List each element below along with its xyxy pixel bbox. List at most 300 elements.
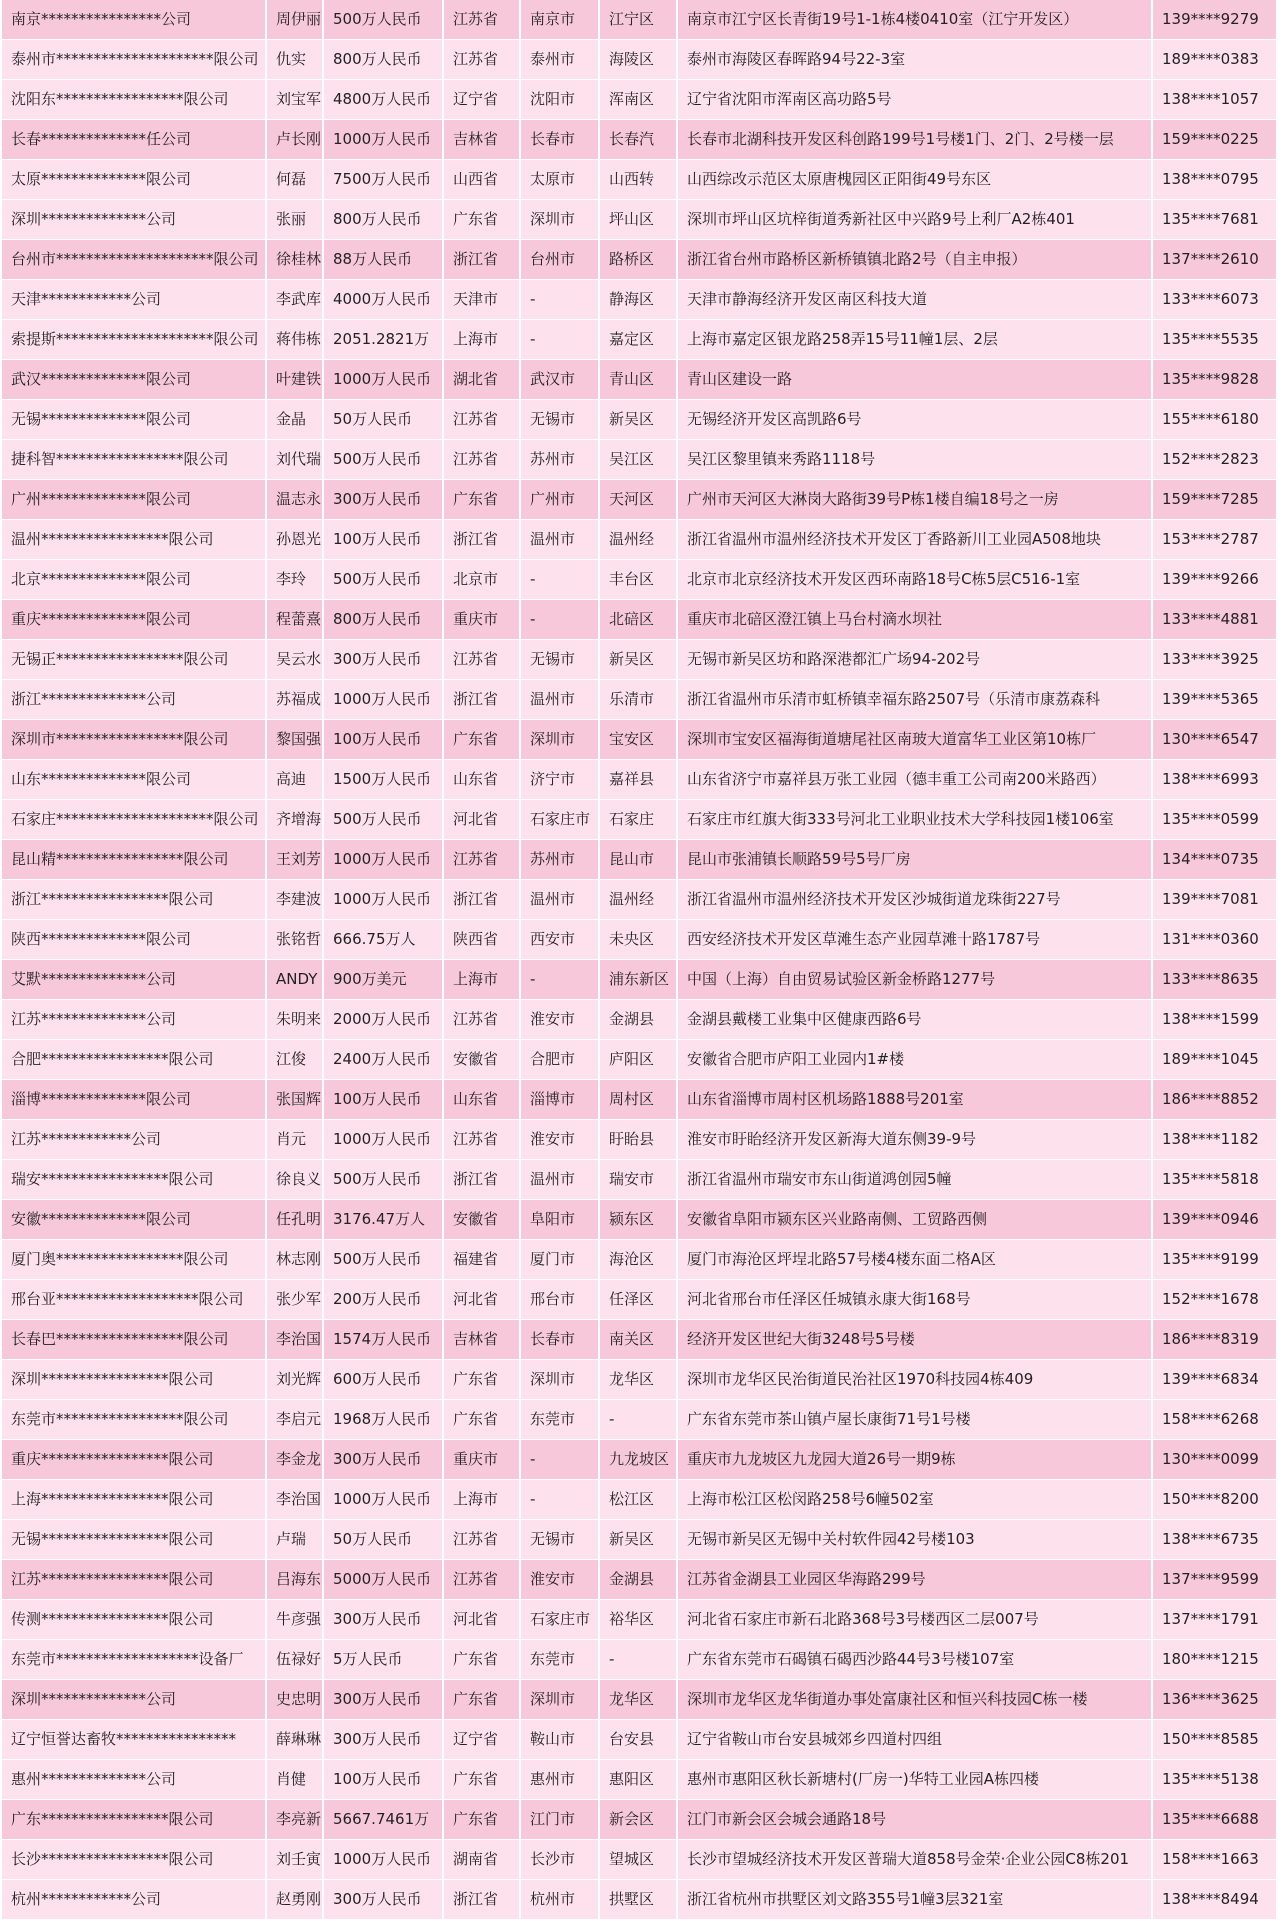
legal-rep-cell: 朱明来 [266,1000,323,1040]
city-cell: 温州市 [520,520,599,560]
address-cell: 无锡经济开发区高凯路6号 [677,400,1152,440]
table-row [1,640,1277,680]
registered-capital-cell: 500万人民币 [323,440,443,480]
legal-rep-cell: 孙恩光 [266,520,323,560]
district-cell: 裕华区 [599,1600,677,1640]
table-row [1,1440,1277,1480]
table-row [1,1800,1277,1840]
table-row [1,1600,1277,1640]
registered-capital-cell: 3176.47万人 [323,1200,443,1240]
address-cell: 安徽省阜阳市颍东区兴业路南侧、工贸路西侧 [677,1200,1152,1240]
city-cell: 长春市 [520,120,599,160]
address-cell: 山东省淄博市周村区机场路1888号201室 [677,1080,1152,1120]
table-row [1,1040,1277,1080]
district-cell: 石家庄 [599,800,677,840]
province-cell: 重庆市 [443,600,520,640]
province-cell: 安徽省 [443,1200,520,1240]
table-row [1,1280,1277,1320]
district-cell: 嘉定区 [599,320,677,360]
city-cell: 济宁市 [520,760,599,800]
company-name-cell: 东莞市*****************限公司 [1,1400,266,1440]
company-name-cell: 淄博**************限公司 [1,1080,266,1120]
district-cell: 新吴区 [599,400,677,440]
district-cell: 长春汽 [599,120,677,160]
district-cell: 新会区 [599,1800,677,1840]
table-row [1,360,1277,400]
city-cell: 无锡市 [520,1520,599,1560]
address-cell: 泰州市海陵区春晖路94号22-3室 [677,40,1152,80]
district-cell: 温州经 [599,880,677,920]
legal-rep-cell: 刘代瑞 [266,440,323,480]
registered-capital-cell: 7500万人民币 [323,160,443,200]
registered-capital-cell: 300万人民币 [323,1720,443,1760]
district-cell: 浑南区 [599,80,677,120]
province-cell: 广东省 [443,720,520,760]
registered-capital-cell: 666.75万人 [323,920,443,960]
table-row [1,680,1277,720]
table-row [1,1560,1277,1600]
district-cell: - [599,1640,677,1680]
company-name-cell: 合肥*****************限公司 [1,1040,266,1080]
phone-cell: 180****1215 [1152,1640,1277,1680]
legal-rep-cell: 伍禄好 [266,1640,323,1680]
province-cell: 广东省 [443,480,520,520]
phone-cell: 153****2787 [1152,520,1277,560]
address-cell: 南京市江宁区长青街19号1-1栋4楼0410室（江宁开发区） [677,0,1152,40]
registered-capital-cell: 300万人民币 [323,1880,443,1920]
phone-cell: 135****5818 [1152,1160,1277,1200]
company-name-cell: 辽宁恒誉达畜牧**************** [1,1720,266,1760]
legal-rep-cell: 温志永 [266,480,323,520]
legal-rep-cell: 吴云水 [266,640,323,680]
legal-rep-cell: 李启元 [266,1400,323,1440]
legal-rep-cell: 刘光辉 [266,1360,323,1400]
phone-cell: 152****2823 [1152,440,1277,480]
phone-cell: 135****5138 [1152,1760,1277,1800]
district-cell: 龙华区 [599,1680,677,1720]
district-cell: - [599,1400,677,1440]
phone-cell: 138****8494 [1152,1880,1277,1920]
table-row [1,1080,1277,1120]
phone-cell: 136****3625 [1152,1680,1277,1720]
address-cell: 石家庄市红旗大街333号河北工业职业技术大学科技园1楼106室 [677,800,1152,840]
company-name-cell: 深圳*****************限公司 [1,1360,266,1400]
registered-capital-cell: 500万人民币 [323,800,443,840]
table-row [1,1120,1277,1160]
registered-capital-cell: 100万人民币 [323,1760,443,1800]
company-name-cell: 长春巴*****************限公司 [1,1320,266,1360]
company-name-cell: 广州**************限公司 [1,480,266,520]
phone-cell: 158****1663 [1152,1840,1277,1880]
company-name-cell: 传测*****************限公司 [1,1600,266,1640]
registered-capital-cell: 800万人民币 [323,200,443,240]
province-cell: 吉林省 [443,120,520,160]
table-row [1,1760,1277,1800]
district-cell: 昆山市 [599,840,677,880]
province-cell: 河北省 [443,800,520,840]
phone-cell: 138****1599 [1152,1000,1277,1040]
address-cell: 无锡市新吴区无锡中关村软件园42号楼103 [677,1520,1152,1560]
registered-capital-cell: 100万人民币 [323,1080,443,1120]
legal-rep-cell: 刘壬寅 [266,1840,323,1880]
registered-capital-cell: 1000万人民币 [323,1120,443,1160]
registered-capital-cell: 2400万人民币 [323,1040,443,1080]
province-cell: 安徽省 [443,1040,520,1080]
phone-cell: 130****6547 [1152,720,1277,760]
district-cell: 龙华区 [599,1360,677,1400]
district-cell: 路桥区 [599,240,677,280]
company-name-cell: 无锡正*****************限公司 [1,640,266,680]
phone-cell: 137****2610 [1152,240,1277,280]
phone-cell: 133****3925 [1152,640,1277,680]
company-name-cell: 沈阳东*****************限公司 [1,80,266,120]
city-cell: 长春市 [520,1320,599,1360]
company-name-cell: 天津************公司 [1,280,266,320]
company-name-cell: 上海*****************限公司 [1,1480,266,1520]
province-cell: 广东省 [443,1760,520,1800]
legal-rep-cell: 李亮新 [266,1800,323,1840]
city-cell: - [520,600,599,640]
legal-rep-cell: 张铭哲 [266,920,323,960]
registered-capital-cell: 300万人民币 [323,1600,443,1640]
province-cell: 浙江省 [443,880,520,920]
phone-cell: 159****0225 [1152,120,1277,160]
legal-rep-cell: 蒋伟栋 [266,320,323,360]
province-cell: 广东省 [443,1360,520,1400]
city-cell: 石家庄市 [520,800,599,840]
province-cell: 浙江省 [443,680,520,720]
province-cell: 江苏省 [443,640,520,680]
phone-cell: 139****5365 [1152,680,1277,720]
address-cell: 金湖县戴楼工业集中区健康西路6号 [677,1000,1152,1040]
legal-rep-cell: 李治国 [266,1480,323,1520]
city-cell: 长沙市 [520,1840,599,1880]
legal-rep-cell: 徐桂林 [266,240,323,280]
table-row [1,200,1277,240]
address-cell: 浙江省台州市路桥区新桥镇镇北路2号（自主申报） [677,240,1152,280]
company-name-cell: 厦门奥*****************限公司 [1,1240,266,1280]
phone-cell: 134****0735 [1152,840,1277,880]
table-row [1,0,1277,40]
province-cell: 北京市 [443,560,520,600]
province-cell: 广东省 [443,1640,520,1680]
legal-rep-cell: 张丽 [266,200,323,240]
district-cell: 海陵区 [599,40,677,80]
province-cell: 江苏省 [443,840,520,880]
district-cell: 金湖县 [599,1560,677,1600]
address-cell: 重庆市北碚区澄江镇上马台村滴水坝社 [677,600,1152,640]
city-cell: 温州市 [520,880,599,920]
province-cell: 江苏省 [443,1000,520,1040]
table-row [1,160,1277,200]
registered-capital-cell: 1574万人民币 [323,1320,443,1360]
province-cell: 浙江省 [443,1160,520,1200]
city-cell: 江门市 [520,1800,599,1840]
registered-capital-cell: 100万人民币 [323,520,443,560]
legal-rep-cell: 苏福成 [266,680,323,720]
province-cell: 江苏省 [443,0,520,40]
phone-cell: 152****1678 [1152,1280,1277,1320]
phone-cell: 139****9279 [1152,0,1277,40]
legal-rep-cell: 李治国 [266,1320,323,1360]
address-cell: 深圳市龙华区民治街道民治社区1970科技园4栋409 [677,1360,1152,1400]
table-row [1,600,1277,640]
district-cell: 新吴区 [599,640,677,680]
company-table-body [1,0,1277,1920]
city-cell: 淄博市 [520,1080,599,1120]
city-cell: 淮安市 [520,1000,599,1040]
registered-capital-cell: 1500万人民币 [323,760,443,800]
city-cell: 鞍山市 [520,1720,599,1760]
address-cell: 浙江省温州市乐清市虹桥镇幸福东路2507号（乐清市康荔森科 [677,680,1152,720]
address-cell: 西安经济技术开发区草滩生态产业园草滩十路1787号 [677,920,1152,960]
legal-rep-cell: 史忠明 [266,1680,323,1720]
company-name-cell: 东莞市*******************设备厂 [1,1640,266,1680]
district-cell: 温州经 [599,520,677,560]
province-cell: 上海市 [443,1480,520,1520]
address-cell: 江苏省金湖县工业园区华海路299号 [677,1560,1152,1600]
city-cell: 惠州市 [520,1760,599,1800]
phone-cell: 159****7285 [1152,480,1277,520]
legal-rep-cell: 刘宝军 [266,80,323,120]
city-cell: - [520,320,599,360]
address-cell: 浙江省温州市温州经济技术开发区沙城街道龙珠街227号 [677,880,1152,920]
city-cell: 深圳市 [520,720,599,760]
registered-capital-cell: 50万人民币 [323,400,443,440]
company-name-cell: 艾默**************公司 [1,960,266,1000]
legal-rep-cell: 高迪 [266,760,323,800]
address-cell: 天津市静海经济开发区南区科技大道 [677,280,1152,320]
address-cell: 中国（上海）自由贸易试验区新金桥路1277号 [677,960,1152,1000]
city-cell: 邢台市 [520,1280,599,1320]
city-cell: 苏州市 [520,840,599,880]
registered-capital-cell: 500万人民币 [323,560,443,600]
table-row [1,520,1277,560]
company-name-cell: 安徽**************限公司 [1,1200,266,1240]
district-cell: 任泽区 [599,1280,677,1320]
company-name-cell: 泰州市*********************限公司 [1,40,266,80]
city-cell: 台州市 [520,240,599,280]
registered-capital-cell: 800万人民币 [323,600,443,640]
phone-cell: 138****6735 [1152,1520,1277,1560]
address-cell: 上海市嘉定区银龙路258弄15号11幢1层、2层 [677,320,1152,360]
registered-capital-cell: 200万人民币 [323,1280,443,1320]
legal-rep-cell: 李金龙 [266,1440,323,1480]
phone-cell: 150****8200 [1152,1480,1277,1520]
province-cell: 浙江省 [443,240,520,280]
table-row [1,40,1277,80]
city-cell: 深圳市 [520,1360,599,1400]
address-cell: 广东省东莞市石碣镇石碣西沙路44号3号楼107室 [677,1640,1152,1680]
legal-rep-cell: 黎国强 [266,720,323,760]
table-row [1,840,1277,880]
legal-rep-cell: 肖元 [266,1120,323,1160]
phone-cell: 138****0795 [1152,160,1277,200]
city-cell: 杭州市 [520,1880,599,1920]
phone-cell: 155****6180 [1152,400,1277,440]
company-name-cell: 浙江*****************限公司 [1,880,266,920]
phone-cell: 139****7081 [1152,880,1277,920]
table-row [1,1000,1277,1040]
city-cell: 苏州市 [520,440,599,480]
district-cell: 拱墅区 [599,1880,677,1920]
province-cell: 上海市 [443,960,520,1000]
registered-capital-cell: 1000万人民币 [323,120,443,160]
table-row [1,1680,1277,1720]
district-cell: 颍东区 [599,1200,677,1240]
city-cell: 西安市 [520,920,599,960]
registered-capital-cell: 1000万人民币 [323,1480,443,1520]
address-cell: 长沙市望城经济技术开发区普瑞大道858号金荣·企业公园C8栋201 [677,1840,1152,1880]
province-cell: 天津市 [443,280,520,320]
district-cell: 惠阳区 [599,1760,677,1800]
table-row [1,1720,1277,1760]
table-row [1,1840,1277,1880]
legal-rep-cell: 张少军 [266,1280,323,1320]
phone-cell: 135****5535 [1152,320,1277,360]
legal-rep-cell: ANDY [266,960,323,1000]
table-row [1,1200,1277,1240]
district-cell: 天河区 [599,480,677,520]
company-name-cell: 江苏**************公司 [1,1000,266,1040]
phone-cell: 135****6688 [1152,1800,1277,1840]
company-name-cell: 邢台亚*******************限公司 [1,1280,266,1320]
registered-capital-cell: 500万人民币 [323,1160,443,1200]
district-cell: 山西转 [599,160,677,200]
phone-cell: 135****9199 [1152,1240,1277,1280]
province-cell: 江苏省 [443,1120,520,1160]
province-cell: 重庆市 [443,1440,520,1480]
company-name-cell: 重庆**************限公司 [1,600,266,640]
registered-capital-cell: 100万人民币 [323,720,443,760]
address-cell: 淮安市盱眙经济开发区新海大道东侧39-9号 [677,1120,1152,1160]
district-cell: 坪山区 [599,200,677,240]
district-cell: 望城区 [599,1840,677,1880]
registered-capital-cell: 300万人民币 [323,640,443,680]
table-row [1,1160,1277,1200]
legal-rep-cell: 周伊丽 [266,0,323,40]
province-cell: 山东省 [443,1080,520,1120]
city-cell: 太原市 [520,160,599,200]
registered-capital-cell: 88万人民币 [323,240,443,280]
company-name-cell: 温州*****************限公司 [1,520,266,560]
address-cell: 吴江区黎里镇来秀路1118号 [677,440,1152,480]
address-cell: 广东省东莞市茶山镇卢屋长康街71号1号楼 [677,1400,1152,1440]
table-row [1,1240,1277,1280]
registered-capital-cell: 300万人民币 [323,480,443,520]
city-cell: 石家庄市 [520,1600,599,1640]
legal-rep-cell: 江俊 [266,1040,323,1080]
phone-cell: 189****1045 [1152,1040,1277,1080]
company-name-cell: 广东*****************限公司 [1,1800,266,1840]
table-row [1,80,1277,120]
table-row [1,120,1277,160]
address-cell: 北京市北京经济技术开发区西环南路18号C栋5层C516-1室 [677,560,1152,600]
phone-cell: 137****9599 [1152,1560,1277,1600]
province-cell: 河北省 [443,1600,520,1640]
table-row [1,320,1277,360]
table-row [1,800,1277,840]
company-name-cell: 惠州**************公司 [1,1760,266,1800]
registered-capital-cell: 500万人民币 [323,1240,443,1280]
province-cell: 广东省 [443,1680,520,1720]
company-name-cell: 深圳**************公司 [1,1680,266,1720]
phone-cell: 158****6268 [1152,1400,1277,1440]
phone-cell: 137****1791 [1152,1600,1277,1640]
legal-rep-cell: 任孔明 [266,1200,323,1240]
phone-cell: 130****0099 [1152,1440,1277,1480]
company-name-cell: 无锡*****************限公司 [1,1520,266,1560]
address-cell: 广州市天河区大淋岗大路街39号P栋1楼自编18号之一房 [677,480,1152,520]
table-row [1,880,1277,920]
district-cell: 松江区 [599,1480,677,1520]
address-cell: 重庆市九龙坡区九龙园大道26号一期9栋 [677,1440,1152,1480]
company-name-cell: 太原**************限公司 [1,160,266,200]
district-cell: 庐阳区 [599,1040,677,1080]
address-cell: 浙江省温州市温州经济技术开发区丁香路新川工业园A508地块 [677,520,1152,560]
address-cell: 山西综改示范区太原唐槐园区正阳街49号东区 [677,160,1152,200]
province-cell: 山西省 [443,160,520,200]
right-margin [1276,0,1280,1920]
table-row [1,960,1277,1000]
legal-rep-cell: 金晶 [266,400,323,440]
district-cell: 瑞安市 [599,1160,677,1200]
company-name-cell: 浙江**************公司 [1,680,266,720]
province-cell: 上海市 [443,320,520,360]
legal-rep-cell: 何磊 [266,160,323,200]
district-cell: 吴江区 [599,440,677,480]
phone-cell: 133****4881 [1152,600,1277,640]
province-cell: 江苏省 [443,40,520,80]
address-cell: 深圳市龙华区龙华街道办事处富康社区和恒兴科技园C栋一楼 [677,1680,1152,1720]
district-cell: 嘉祥县 [599,760,677,800]
phone-cell: 139****9266 [1152,560,1277,600]
company-name-cell: 深圳市*****************限公司 [1,720,266,760]
address-cell: 深圳市宝安区福海街道塘尾社区南玻大道富华工业区第10栋厂 [677,720,1152,760]
district-cell: 青山区 [599,360,677,400]
company-name-cell: 江苏************公司 [1,1120,266,1160]
company-name-cell: 南京****************公司 [1,0,266,40]
province-cell: 江苏省 [443,1560,520,1600]
registered-capital-cell: 2000万人民币 [323,1000,443,1040]
city-cell: 泰州市 [520,40,599,80]
address-cell: 辽宁省沈阳市浑南区高功路5号 [677,80,1152,120]
table-row [1,400,1277,440]
address-cell: 深圳市坪山区坑梓街道秀新社区中兴路9号上利厂A2栋401 [677,200,1152,240]
address-cell: 惠州市惠阳区秋长新塘村(厂房一)华特工业园A栋四楼 [677,1760,1152,1800]
company-name-cell: 无锡**************限公司 [1,400,266,440]
phone-cell: 135****0599 [1152,800,1277,840]
address-cell: 青山区建设一路 [677,360,1152,400]
district-cell: 新吴区 [599,1520,677,1560]
city-cell: 武汉市 [520,360,599,400]
address-cell: 长春市北湖科技开发区科创路199号1号楼1门、2门、2号楼一层 [677,120,1152,160]
table-row [1,1480,1277,1520]
company-name-cell: 昆山精*****************限公司 [1,840,266,880]
district-cell: 九龙坡区 [599,1440,677,1480]
address-cell: 辽宁省鞍山市台安县城郊乡四道村四组 [677,1720,1152,1760]
province-cell: 江苏省 [443,440,520,480]
registered-capital-cell: 1000万人民币 [323,840,443,880]
registered-capital-cell: 900万美元 [323,960,443,1000]
city-cell: 东莞市 [520,1640,599,1680]
company-name-cell: 索提斯*********************限公司 [1,320,266,360]
province-cell: 湖南省 [443,1840,520,1880]
district-cell: 周村区 [599,1080,677,1120]
legal-rep-cell: 吕海东 [266,1560,323,1600]
phone-cell: 135****9828 [1152,360,1277,400]
city-cell: 南京市 [520,0,599,40]
